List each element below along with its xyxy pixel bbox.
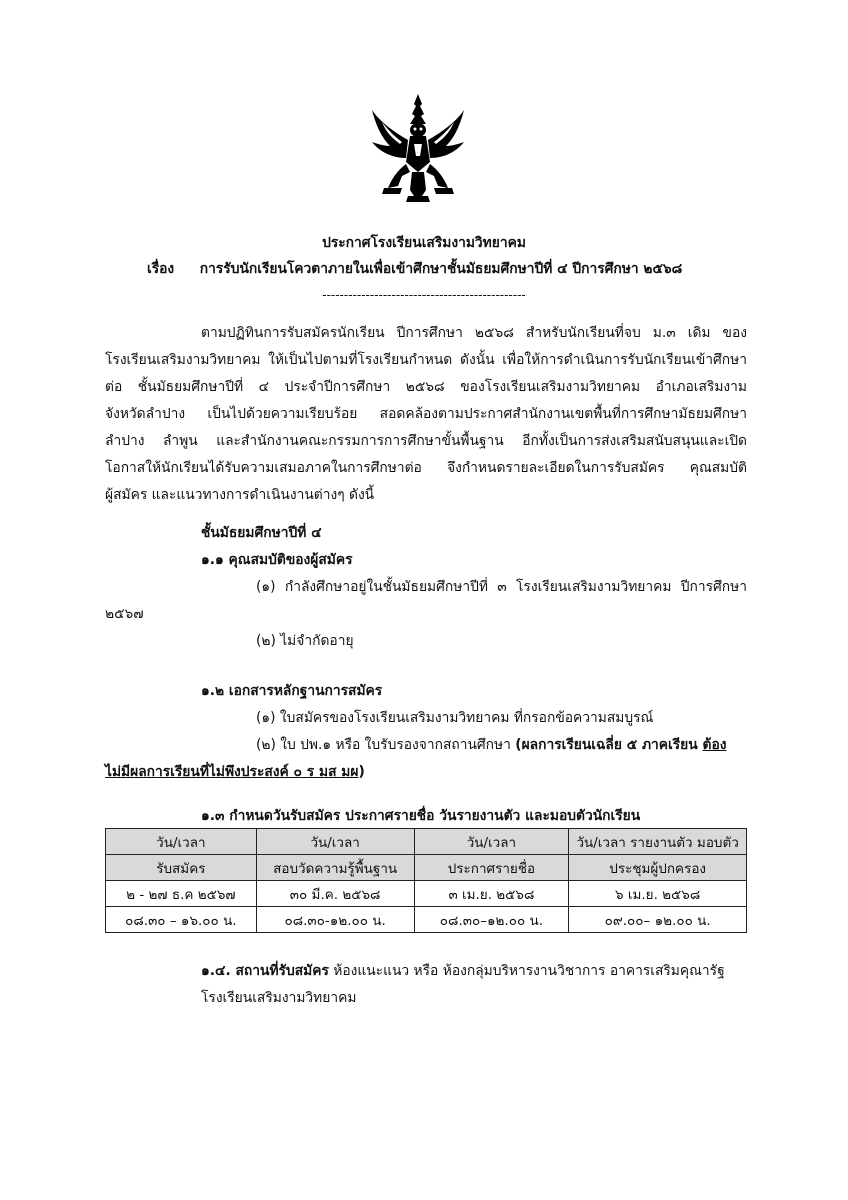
level-heading: ชั้นมัธยมศึกษาปีที่ ๔ <box>201 525 322 541</box>
subject-text: การรับนักเรียนโควตาภายในเพื่อเข้าศึกษาชั้นมัธยมศึกษาปีที่ ๔ ปีการศึกษา ๒๕๖๘ <box>199 261 683 277</box>
section-1-1-heading: ๑.๑ คุณสมบัติของผู้สมัคร <box>201 552 353 568</box>
section-1-1-item-1: (๑) กำลังศึกษาอยู่ในชั้นมัธยมศึกษาปีที่ ๓ โรงเรียนเสริมงามวิทยาคม ปีการศึกษา <box>256 579 747 595</box>
table-header-cell: วัน/เวลา รายงานตัว มอบตัว <box>569 829 747 855</box>
intro-line-1: ตามปฏิทินการรับสมัครนักเรียน ปีการศึกษา ๒๕๖๘ สำหรับนักเรียนที่จบ ม.๓ เดิม ของ <box>201 325 747 341</box>
table-cell: ๖ เม.ย. ๒๕๖๘ <box>569 881 747 907</box>
section-1-4-line-1 <box>201 961 725 981</box>
garuda-emblem-icon <box>368 92 468 204</box>
table-header-cell: รับสมัคร <box>106 855 257 881</box>
intro-line-6: โอกาสให้นักเรียนได้รับความเสมอภาคในการศึกษาต่อ จึงกำหนดรายละเอียดในการรับสมัคร คุณสมบัติ <box>105 460 747 476</box>
table-cell: ๐๘.๓๐ – ๑๖.๐๐ น. <box>106 907 257 933</box>
intro-line-4: จังหวัดลำปาง เป็นไปด้วยความเรียบร้อย สอดคล้องตามประกาศสำนักงานเขตพื้นที่การศึกษามัธยมศึกษา <box>105 406 747 422</box>
intro-line-7: ผู้สมัคร และแนวทางการดำเนินงานต่างๆ ดังนี้ <box>105 487 375 503</box>
table-row <box>106 907 747 933</box>
section-1-2-item-2-condition: ไม่มีผลการเรียนที่ไม่พึงประสงค์ ๐ ร มส มผ <box>105 764 359 780</box>
table-cell: ๐๘.๓๐–๑๒.๐๐ น. <box>414 907 569 933</box>
table-header-cell: วัน/เวลา <box>106 829 257 855</box>
table-header-cell: สอบวัดความรู้พื้นฐาน <box>256 855 414 881</box>
section-1-2-item-2 <box>256 735 726 755</box>
section-1-3-heading: ๑.๓ กำหนดวันรับสมัคร ประกาศรายชื่อ วันรายงานตัว และมอบตัวนักเรียน <box>201 808 641 824</box>
table-cell: ๓๐ มี.ค. ๒๕๖๘ <box>256 881 414 907</box>
section-1-1-item-2: (๒) ไม่จำกัดอายุ <box>256 633 354 649</box>
section-1-2-item-1: (๑) ใบสมัครของโรงเรียนเสริมงามวิทยาคม ที่กรอกข้อความสมบูรณ์ <box>256 710 654 726</box>
section-1-4-line-2: โรงเรียนเสริมงามวิทยาคม <box>201 990 357 1006</box>
intro-line-2: โรงเรียนเสริมงามวิทยาคม ให้เป็นไปตามที่โรงเรียนกำหนด ดังนั้น เพื่อให้การดำเนินการรับนักเรียนเข้าศึกษา <box>105 352 747 368</box>
table-cell: ๐๘.๓๐-๑๒.๐๐ น. <box>256 907 414 933</box>
table-cell: ๐๙.๐๐– ๑๒.๐๐ น. <box>569 907 747 933</box>
section-1-2-item-2-cont <box>105 762 365 782</box>
intro-line-5: ลำปาง ลำพูน และสำนักงานคณะกรรมการการศึกษาขั้นพื้นฐาน อีกทั้งเป็นการส่งเสริมสนับสนุนและเปิด <box>105 433 747 449</box>
table-header-cell: ประชุมผู้ปกครอง <box>569 855 747 881</box>
table-row <box>106 881 747 907</box>
section-1-2-item-2-note: (ผลการเรียนเฉลี่ย ๕ ภาคเรียน <box>515 737 703 753</box>
table-header-row <box>106 829 747 855</box>
section-1-2-item-2-text: (๒) ใบ ปพ.๑ หรือ ใบรับรองจากสถานศึกษา <box>256 737 516 753</box>
subject-label: เรื่อง <box>147 261 175 277</box>
section-1-4-text: ห้องแนะแนว หรือ ห้องกลุ่มบริหารงานวิชาการ อาคารเสริมคุณารัฐ <box>328 963 725 979</box>
table-header-cell: วัน/เวลา <box>414 829 569 855</box>
intro-line-3: ต่อ ชั้นมัธยมศึกษาปีที่ ๔ ประจำปีการศึกษา ๒๕๖๘ ของโรงเรียนเสริมงามวิทยาคม อำเภอเสริมงาม <box>105 379 747 395</box>
section-1-2-item-2-must: ต้อง <box>702 737 727 753</box>
table-header-cell: วัน/เวลา <box>256 829 414 855</box>
table-cell: ๓ เม.ย. ๒๕๖๘ <box>414 881 569 907</box>
section-1-1-item-1-cont: ๒๕๖๗ <box>105 606 144 622</box>
schedule-table <box>105 828 747 933</box>
table-header-cell: ประกาศรายชื่อ <box>414 855 569 881</box>
section-1-2-heading: ๑.๒ เอกสารหลักฐานการสมัคร <box>201 683 383 699</box>
table-header-row <box>106 855 747 881</box>
table-cell: ๒ - ๒๗ ธ.ค ๒๕๖๗ <box>106 881 257 907</box>
subject-line <box>147 259 682 279</box>
announcement-title: ประกาศโรงเรียนเสริมงามวิทยาคม <box>322 235 526 251</box>
section-1-2-item-2-close: ) <box>358 764 365 780</box>
section-1-4-heading: ๑.๔. สถานที่รับสมัคร <box>201 963 329 979</box>
title-divider: ----------------------------------------------- <box>322 288 526 302</box>
